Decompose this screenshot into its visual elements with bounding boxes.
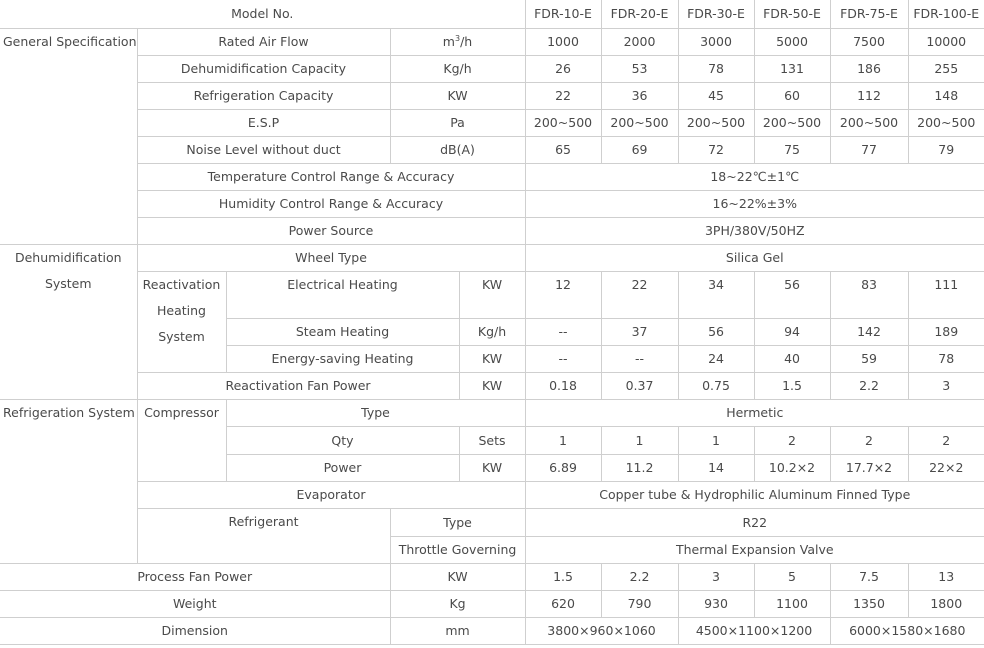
- row-unit: KW: [459, 345, 525, 372]
- value-cell: 69: [601, 136, 678, 163]
- value-cell: 200~500: [830, 109, 908, 136]
- value-cell: 7.5: [830, 563, 908, 590]
- value-cell: --: [525, 345, 601, 372]
- table-row: [0, 55, 984, 82]
- value-cell: 2: [754, 426, 830, 454]
- section-dehumidification-system: [0, 244, 137, 399]
- row-unit: KW: [459, 271, 525, 318]
- value-cell-merged: 3800×960×1060: [525, 617, 678, 644]
- row-label-refrigeration-capacity: Refrigeration Capacity: [137, 82, 390, 109]
- value-cell: 65: [525, 136, 601, 163]
- value-cell: 186: [830, 55, 908, 82]
- value-cell: 620: [525, 590, 601, 617]
- value-cell: 200~500: [908, 109, 984, 136]
- value-cell: 1: [601, 426, 678, 454]
- row-label-temperature-control: Temperature Control Range & Accuracy: [137, 163, 525, 190]
- row-unit: KW: [390, 82, 525, 109]
- row-unit: KW: [390, 563, 525, 590]
- value-cell: 200~500: [525, 109, 601, 136]
- label-line: Reactivation: [142, 276, 221, 292]
- value-cell: 60: [754, 82, 830, 109]
- value-cell: 111: [908, 271, 984, 318]
- table-row: [0, 590, 984, 617]
- value-cell: 79: [908, 136, 984, 163]
- model-header: FDR-75-E: [830, 0, 908, 28]
- value-cell: 77: [830, 136, 908, 163]
- value-cell: 34: [678, 271, 754, 318]
- value-cell: 1: [678, 426, 754, 454]
- table-row: [0, 163, 984, 190]
- value-cell: 11.2: [601, 454, 678, 481]
- value-cell: 3: [678, 563, 754, 590]
- value-cell: 40: [754, 345, 830, 372]
- value-cell: 2.2: [830, 372, 908, 399]
- value-cell-merged: Hermetic: [525, 399, 984, 426]
- value-cell-merged: 4500×1100×1200: [678, 617, 830, 644]
- row-label-dehumidification-capacity: Dehumidification Capacity: [137, 55, 390, 82]
- row-label-weight: Weight: [0, 590, 390, 617]
- row-unit: mm: [390, 617, 525, 644]
- value-cell: 2: [908, 426, 984, 454]
- value-cell: 45: [678, 82, 754, 109]
- value-cell: 3000: [678, 28, 754, 55]
- value-cell: 26: [525, 55, 601, 82]
- model-no-header: Model No.: [0, 0, 525, 28]
- row-label-compressor-power: Power: [226, 454, 459, 481]
- row-label-compressor-type: Type: [226, 399, 525, 426]
- value-cell: 14: [678, 454, 754, 481]
- value-cell: 200~500: [601, 109, 678, 136]
- table-row: [0, 82, 984, 109]
- value-cell: 0.75: [678, 372, 754, 399]
- value-cell: 17.7×2: [830, 454, 908, 481]
- value-cell: 10000: [908, 28, 984, 55]
- value-cell: 78: [678, 55, 754, 82]
- model-header: FDR-30-E: [678, 0, 754, 28]
- header-row: [0, 0, 984, 28]
- value-cell: 1.5: [525, 563, 601, 590]
- label-line: Heating: [157, 302, 206, 318]
- value-cell: 131: [754, 55, 830, 82]
- table-row: [0, 217, 984, 244]
- value-cell: 1350: [830, 590, 908, 617]
- value-cell: 59: [830, 345, 908, 372]
- value-cell: 56: [754, 271, 830, 318]
- row-label-compressor-qty: Qty: [226, 426, 459, 454]
- table-row: [0, 136, 984, 163]
- section-general-specification: General Specification: [0, 28, 137, 244]
- value-cell-merged: Thermal Expansion Valve: [525, 536, 984, 563]
- row-unit: Kg: [390, 590, 525, 617]
- table-row: [0, 563, 984, 590]
- value-cell: 200~500: [754, 109, 830, 136]
- value-cell: 112: [830, 82, 908, 109]
- value-cell: 0.37: [601, 372, 678, 399]
- value-cell: 6.89: [525, 454, 601, 481]
- value-cell: 142: [830, 318, 908, 345]
- table-row: [0, 271, 984, 318]
- table-row: [0, 617, 984, 644]
- section-refrigeration-system: Refrigeration System: [0, 399, 137, 563]
- row-unit: Kg/h: [459, 318, 525, 345]
- value-cell: 13: [908, 563, 984, 590]
- value-cell: 1800: [908, 590, 984, 617]
- table-row: [0, 190, 984, 217]
- row-label-throttle-governing: Throttle Governing: [390, 536, 525, 563]
- value-cell: 72: [678, 136, 754, 163]
- table-row: [0, 372, 984, 399]
- row-label-noise-level: Noise Level without duct: [137, 136, 390, 163]
- row-label-evaporator: Evaporator: [137, 481, 525, 508]
- value-cell: 36: [601, 82, 678, 109]
- row-label-electrical-heating: Electrical Heating: [226, 271, 459, 318]
- unit-base: m: [442, 34, 455, 49]
- section-line: Dehumidification: [14, 249, 122, 265]
- row-label-reactivation-fan-power: Reactivation Fan Power: [137, 372, 459, 399]
- table-row: [0, 508, 984, 536]
- value-cell: 7500: [830, 28, 908, 55]
- value-cell: 930: [678, 590, 754, 617]
- unit-tail: /h: [460, 34, 473, 49]
- row-unit: Kg/h: [390, 55, 525, 82]
- value-cell: --: [601, 345, 678, 372]
- row-label-refrigerant-type: Type: [390, 508, 525, 536]
- row-label-steam-heating: Steam Heating: [226, 318, 459, 345]
- value-cell: 12: [525, 271, 601, 318]
- row-label-esp: E.S.P: [137, 109, 390, 136]
- value-cell: 75: [754, 136, 830, 163]
- row-label-compressor: Compressor: [137, 399, 226, 481]
- row-unit: Pa: [390, 109, 525, 136]
- value-cell: 56: [678, 318, 754, 345]
- value-cell: 5000: [754, 28, 830, 55]
- value-cell-merged: 16~22%±3%: [525, 190, 984, 217]
- value-cell: 2.2: [601, 563, 678, 590]
- row-label-power-source: Power Source: [137, 217, 525, 244]
- row-label-reactivation-heating-system: [137, 271, 226, 372]
- value-cell: --: [525, 318, 601, 345]
- model-header: FDR-100-E: [908, 0, 984, 28]
- value-cell: 255: [908, 55, 984, 82]
- row-label-energy-saving-heating: Energy-saving Heating: [226, 345, 459, 372]
- value-cell: 5: [754, 563, 830, 590]
- model-header: FDR-10-E: [525, 0, 601, 28]
- value-cell: 22: [601, 271, 678, 318]
- value-cell: 1: [525, 426, 601, 454]
- row-label-wheel-type: Wheel Type: [137, 244, 525, 271]
- value-cell: 3: [908, 372, 984, 399]
- row-label-refrigerant: Refrigerant: [137, 508, 390, 563]
- value-cell-merged: R22: [525, 508, 984, 536]
- value-cell: 790: [601, 590, 678, 617]
- row-label-process-fan-power: Process Fan Power: [0, 563, 390, 590]
- model-header: FDR-20-E: [601, 0, 678, 28]
- table-row: [0, 481, 984, 508]
- unit-superscript: 3: [454, 33, 461, 43]
- value-cell: 200~500: [678, 109, 754, 136]
- value-cell: 83: [830, 271, 908, 318]
- value-cell: 53: [601, 55, 678, 82]
- row-unit: KW: [459, 454, 525, 481]
- table-row: [0, 109, 984, 136]
- value-cell: 10.2×2: [754, 454, 830, 481]
- label-line: System: [158, 328, 205, 344]
- value-cell: 78: [908, 345, 984, 372]
- value-cell-merged: Silica Gel: [525, 244, 984, 271]
- value-cell: 2000: [601, 28, 678, 55]
- value-cell: 1000: [525, 28, 601, 55]
- value-cell: 2: [830, 426, 908, 454]
- value-cell-merged: 6000×1580×1680: [830, 617, 984, 644]
- value-cell: 37: [601, 318, 678, 345]
- value-cell: 148: [908, 82, 984, 109]
- value-cell: 24: [678, 345, 754, 372]
- row-label-humidity-control: Humidity Control Range & Accuracy: [137, 190, 525, 217]
- value-cell: 0.18: [525, 372, 601, 399]
- table-row: [0, 244, 984, 271]
- value-cell: 94: [754, 318, 830, 345]
- value-cell: 1.5: [754, 372, 830, 399]
- row-unit: [390, 28, 525, 55]
- row-unit: KW: [459, 372, 525, 399]
- table-row: [0, 399, 984, 426]
- section-line: System: [44, 275, 92, 291]
- value-cell: 22×2: [908, 454, 984, 481]
- table-row: [0, 28, 984, 55]
- value-cell-merged: Copper tube & Hydrophilic Aluminum Finned Type: [525, 481, 984, 508]
- value-cell: 22: [525, 82, 601, 109]
- row-label-dimension: Dimension: [0, 617, 390, 644]
- row-label-rated-air-flow: Rated Air Flow: [137, 28, 390, 55]
- value-cell: 189: [908, 318, 984, 345]
- value-cell-merged: 3PH/380V/50HZ: [525, 217, 984, 244]
- row-unit: dB(A): [390, 136, 525, 163]
- value-cell-merged: 18~22℃±1℃: [525, 163, 984, 190]
- value-cell: 1100: [754, 590, 830, 617]
- row-unit: Sets: [459, 426, 525, 454]
- model-header: FDR-50-E: [754, 0, 830, 28]
